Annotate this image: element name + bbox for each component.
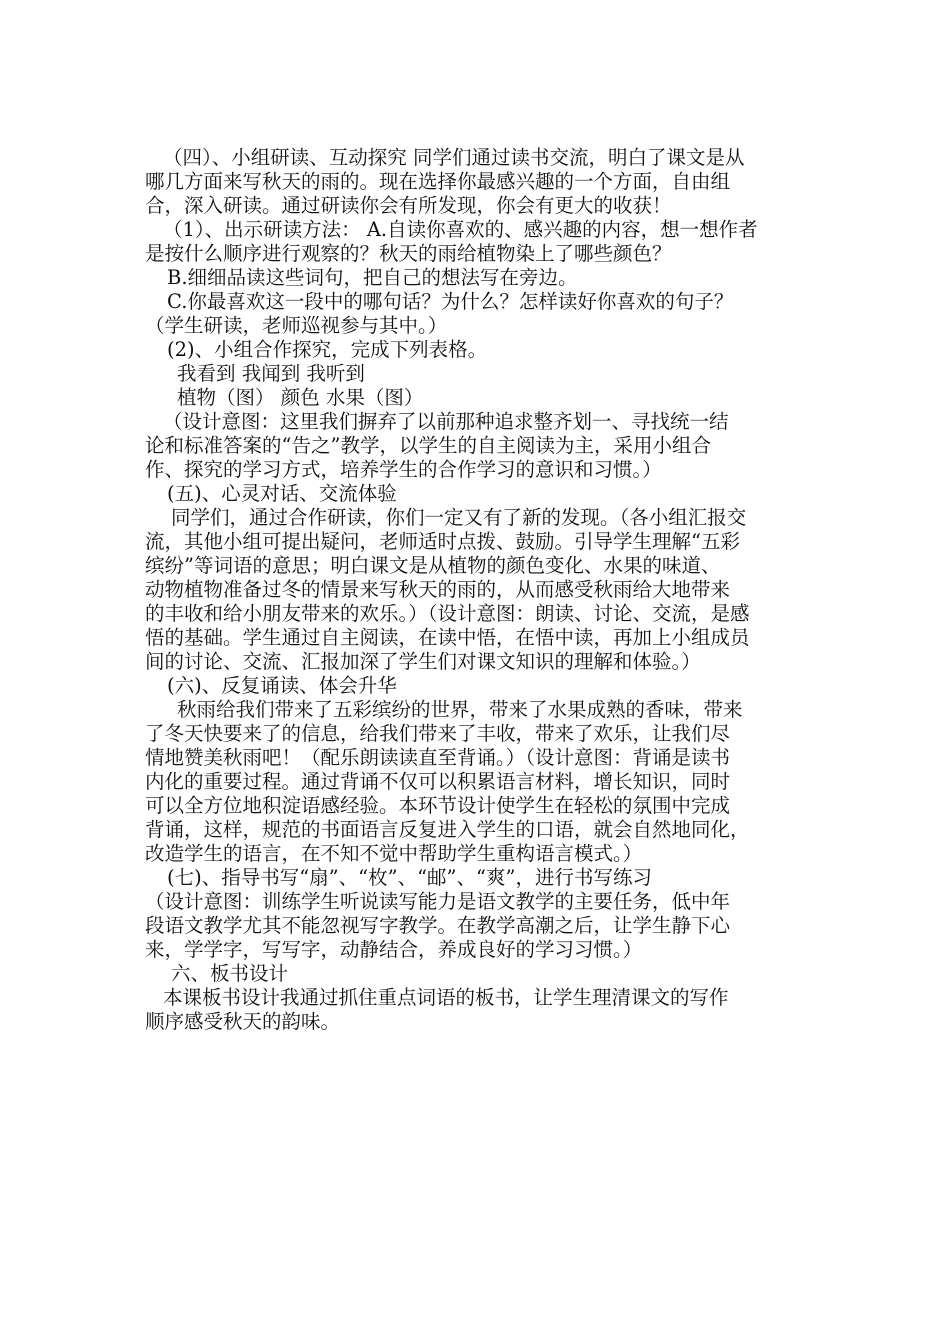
paragraph-line: 秋雨给我们带来了五彩缤纷的世界，带来了水果成熟的香味，带来 — [177, 698, 743, 721]
table-row: 我看到 我闻到 我听到 — [177, 362, 365, 385]
paragraph-line: C.你最喜欢这一段中的哪句话？为什么？怎样读好你喜欢的句子？ — [167, 290, 734, 313]
paragraph-line: 流，其他小组可提出疑问，老师适时点拨、鼓励。引导学生理解“五彩 — [145, 530, 740, 553]
paragraph-line: 顺序感受秋天的韵味。 — [145, 1010, 341, 1033]
paragraph-line: 同学们，通过合作研读，你们一定又有了新的发现。（各小组汇报交 — [171, 506, 747, 529]
paragraph-line: 来，学学字，写写字，动静结合，养成良好的学习习惯。） — [145, 938, 643, 961]
paragraph-line: 作、探究的学习方式，培养学生的合作学习的意识和习惯。） — [145, 458, 662, 481]
paragraph-line: 间的讨论、交流、汇报加深了学生们对课文知识的理解和体验。） — [145, 650, 701, 673]
paragraph-line: 是按什么顺序进行观察的？秋天的雨给植物染上了哪些颜色？ — [145, 242, 672, 265]
paragraph-line: 哪几方面来写秋天的雨的。现在选择你最感兴趣的一个方面，自由组 — [145, 170, 731, 193]
paragraph-line: （设计意图：训练学生听说读写能力是语文教学的主要任务，低中年 — [145, 890, 731, 913]
section-heading: (六)、反复诵读、体会升华 — [167, 674, 397, 697]
section-heading: (七)、指导书写“扇”、“枚”、“邮”、“爽”，进行书写练习 — [167, 866, 652, 889]
paragraph-line: 本课板书设计我通过抓住重点词语的板书，让学生理清课文的写作 — [163, 986, 729, 1009]
section-heading: 六、板书设计 — [171, 962, 289, 985]
section-heading: (五)、心灵对话、交流体验 — [167, 482, 397, 505]
paragraph-line: （四）、小组研读、互动探究 同学们通过读书交流，明白了课文是从 — [163, 146, 745, 169]
table-row: 植物（图） 颜色 水果（图） — [177, 386, 424, 409]
paragraph-line: 改造学生的语言，在不知不觉中帮助学生重构语言模式。） — [145, 842, 643, 865]
paragraph-line: 背诵，这样，规范的书面语言反复进入学生的口语，就会自然地同化， — [145, 818, 750, 841]
paragraph-line: （学生研读，老师巡视参与其中。） — [145, 314, 448, 337]
paragraph-line: 论和标准答案的“告之”教学，以学生的自主阅读为主，采用小组合 — [145, 434, 711, 457]
paragraph-line: （设计意图：这里我们摒弃了以前那种追求整齐划一、寻找统一结 — [163, 410, 729, 433]
document-body — [145, 146, 835, 1034]
section-heading: (2)、小组合作探究，完成下列表格。 — [167, 338, 488, 361]
paragraph-line: 可以全方位地积淀语感经验。本环节设计使学生在轻松的氛围中完成 — [145, 794, 731, 817]
paragraph-line: 动物植物准备过冬的情景来写秋天的雨的，从而感受秋雨给大地带来 — [145, 578, 731, 601]
paragraph-line: 了冬天快要来了的信息，给我们带来了丰收，带来了欢乐，让我们尽 — [145, 722, 731, 745]
paragraph-line: 情地赞美秋雨吧！（配乐朗读读直至背诵。）（设计意图：背诵是读书 — [145, 746, 731, 769]
paragraph-line: 内化的重要过程。通过背诵不仅可以积累语言材料，增长知识，同时 — [145, 770, 731, 793]
paragraph-line: 的丰收和给小朋友带来的欢乐。）（设计意图：朗读、讨论、交流，是感 — [145, 602, 750, 625]
paragraph-line: B.细细品读这些词句，把自己的想法写在旁边。 — [167, 266, 578, 289]
paragraph-line: 合，深入研读。通过研读你会有所发现，你会有更大的收获！ — [145, 194, 672, 217]
paragraph-line: （1）、出示研读方法： A.自读你喜欢的、感兴趣的内容，想一想作者 — [163, 218, 758, 241]
paragraph-line: 段语文教学尤其不能忽视写字教学。在教学高潮之后，让学生静下心 — [145, 914, 731, 937]
paragraph-line: 悟的基础。学生通过自主阅读，在读中悟，在悟中读，再加上小组成员 — [145, 626, 750, 649]
paragraph-line: 缤纷”等词语的意思；明白课文是从植物的颜色变化、水果的味道、 — [145, 554, 721, 577]
